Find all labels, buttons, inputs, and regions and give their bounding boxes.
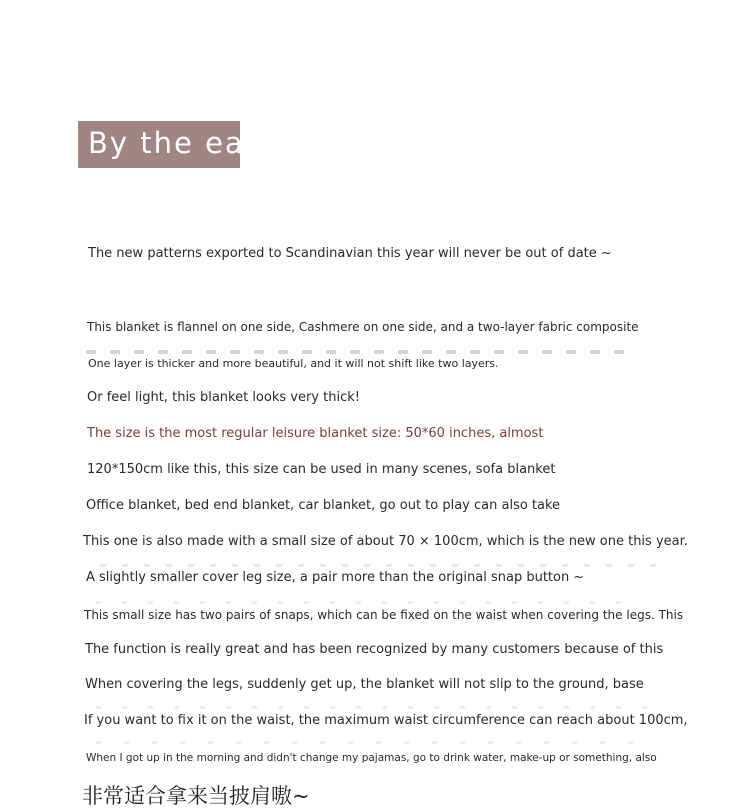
paragraph-line: A slightly smaller cover leg size, a pair more than the original snap button ~ (86, 570, 585, 585)
paragraph-line: 120*150cm like this, this size can be used in many scenes, sofa blanket (87, 462, 556, 477)
paragraph-line: This small size has two pairs of snaps, which can be fixed on the waist when covering the legs. This (84, 608, 684, 622)
highlighted-paragraph-line: The size is the most regular leisure blanket size: 50*60 inches, almost (87, 426, 544, 441)
faded-text-artifact (96, 706, 656, 709)
banner-title: By the ear (88, 126, 259, 160)
paragraph-line: When covering the legs, suddenly get up, the blanket will not slip to the ground, base (85, 677, 644, 692)
section-banner (78, 121, 259, 168)
paragraph-line: When I got up in the morning and didn't change my pajamas, go to drink water, make-up or something, also (86, 752, 657, 764)
closing-line-chinese: 非常适合拿来当披肩嗷~ (82, 784, 310, 808)
paragraph-line: This blanket is flannel on one side, Cashmere on one side, and a two-layer fabric composite (87, 320, 639, 334)
paragraph-line: This one is also made with a small size of about 70 × 100cm, which is the new one this year. (83, 534, 688, 549)
paragraph-line: One layer is thicker and more beautiful, and it will not shift like two layers. (88, 357, 499, 370)
faded-text-artifact (100, 564, 660, 567)
paragraph-line: Office blanket, bed end blanket, car blanket, go out to play can also take (86, 498, 561, 513)
faded-text-artifact (86, 350, 626, 354)
paragraph-line: The function is really great and has been recognized by many customers because of this (85, 642, 664, 657)
faded-text-artifact (96, 741, 656, 744)
faded-text-artifact (96, 601, 636, 604)
paragraph-line: Or feel light, this blanket looks very thick! (87, 390, 360, 405)
paragraph-line: The new patterns exported to Scandinavian this year will never be out of date ~ (88, 246, 612, 261)
paragraph-line: If you want to fix it on the waist, the maximum waist circumference can reach about 100cm, (84, 713, 688, 728)
